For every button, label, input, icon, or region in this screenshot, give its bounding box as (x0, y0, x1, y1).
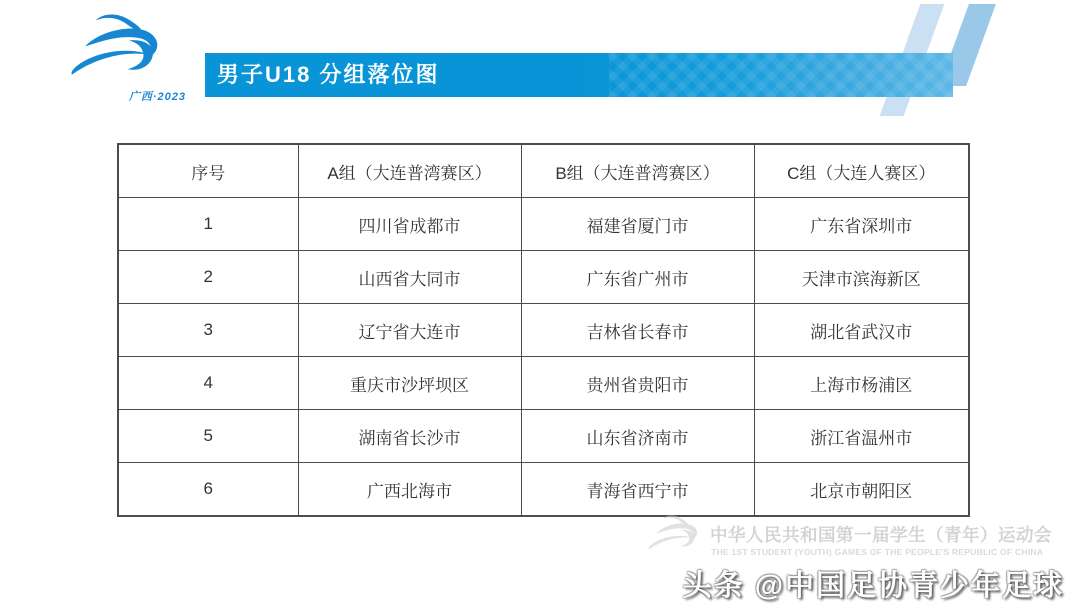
team-cell: 广西北海市 (298, 463, 521, 517)
table-row (118, 357, 969, 410)
group-table (117, 143, 970, 517)
header-cell-group-c: C组（大连人赛区） (754, 144, 969, 198)
table-header-row (118, 144, 969, 198)
title-banner (205, 53, 953, 97)
team-cell: 贵州省贵阳市 (521, 357, 754, 410)
footer-event-name-en: THE 1ST STUDENT (YOUTH) GAMES OF THE PEOPLE'S REPUBLIC OF CHINA (711, 547, 1044, 557)
table-row (118, 304, 969, 357)
team-cell: 广东省广州市 (521, 251, 754, 304)
row-index-cell: 1 (118, 198, 298, 251)
row-index-cell: 2 (118, 251, 298, 304)
logo-caption: 广西·2023 (128, 91, 186, 103)
header-cell-index: 序号 (118, 144, 298, 198)
team-cell: 山东省济南市 (521, 410, 754, 463)
team-cell: 吉林省长春市 (521, 304, 754, 357)
row-index-cell: 5 (118, 410, 298, 463)
team-cell: 辽宁省大连市 (298, 304, 521, 357)
page-title: 男子U18 分组落位图 (217, 62, 440, 87)
table-row (118, 463, 969, 517)
team-cell: 福建省厦门市 (521, 198, 754, 251)
guangxi-swoosh-logo-icon-gray (648, 545, 712, 562)
footer-event-logo (648, 514, 714, 570)
row-index-cell: 6 (118, 463, 298, 517)
team-cell: 湖北省武汉市 (754, 304, 969, 357)
team-cell: 青海省西宁市 (521, 463, 754, 517)
table-row (118, 410, 969, 463)
team-cell: 天津市滨海新区 (754, 251, 969, 304)
team-cell: 广东省深圳市 (754, 198, 969, 251)
header-cell-group-b: B组（大连普湾赛区） (521, 144, 754, 198)
guangxi-swoosh-logo-icon (68, 12, 196, 90)
team-cell: 四川省成都市 (298, 198, 521, 251)
team-cell: 北京市朝阳区 (754, 463, 969, 517)
team-cell: 湖南省长沙市 (298, 410, 521, 463)
group-table-wrap (117, 143, 968, 517)
team-cell: 山西省大同市 (298, 251, 521, 304)
table-row (118, 251, 969, 304)
footer-event-name-cn: 中华人民共和国第一届学生（青年）运动会 (710, 525, 1052, 545)
header-cell-group-a: A组（大连普湾赛区） (298, 144, 521, 198)
watermark-text: 头条 @中国足协青少年足球 (682, 570, 1064, 602)
team-cell: 上海市杨浦区 (754, 357, 969, 410)
team-cell: 浙江省温州市 (754, 410, 969, 463)
row-index-cell: 3 (118, 304, 298, 357)
row-index-cell: 4 (118, 357, 298, 410)
event-logo (68, 12, 196, 108)
team-cell: 重庆市沙坪坝区 (298, 357, 521, 410)
table-row (118, 198, 969, 251)
